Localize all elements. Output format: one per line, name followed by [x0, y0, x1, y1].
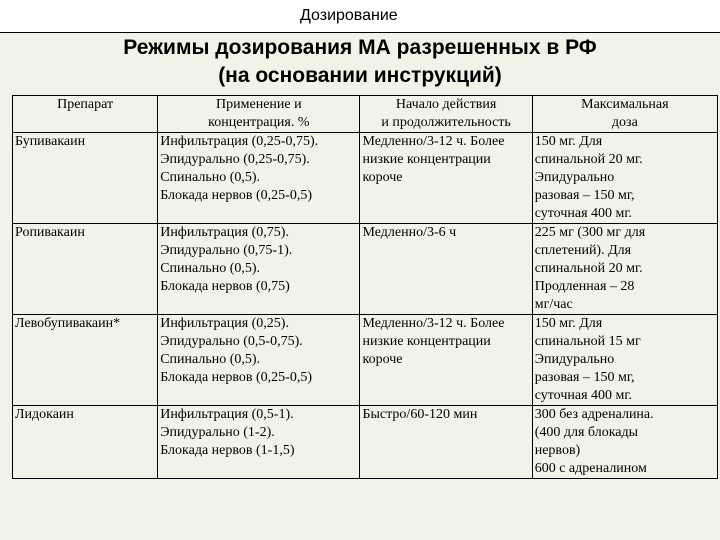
onset-cell	[360, 133, 532, 224]
application-cell	[158, 406, 360, 479]
table-row	[13, 315, 718, 406]
application-cell	[158, 224, 360, 315]
header-text: Начало действия	[395, 97, 497, 112]
cell-line: Медленно/3-12 ч. Более	[362, 134, 505, 149]
header-text: концентрация. %	[208, 115, 310, 130]
slide-title	[0, 34, 720, 90]
title-line-2: (на основании инструкций)	[218, 64, 502, 87]
application-cell	[158, 133, 360, 224]
cell-line: Эпидурально (1-2).	[160, 425, 275, 440]
cell-line: Спинально (0,5).	[160, 261, 261, 276]
application-cell	[158, 315, 360, 406]
cell-line: спинальной 20 мг.	[534, 261, 643, 276]
drug-name: Ропивакаин	[15, 225, 85, 240]
cell-line: короче	[362, 170, 403, 185]
cell-line: Спинально (0,5).	[160, 170, 261, 185]
title-line-1: Режимы дозирования МА разрешенных в РФ	[123, 36, 597, 59]
cell-line: 150 мг. Для	[534, 134, 603, 149]
cell-line: Инфильтрация (0,25).	[160, 316, 289, 331]
onset-cell	[360, 224, 532, 315]
drug-name: Лидокаин	[15, 407, 74, 422]
cell-line: 225 мг (300 мг для	[534, 225, 646, 240]
cell-line: разовая – 150 мг,	[534, 370, 635, 385]
header-text: Максимальная	[581, 97, 669, 112]
drug-name: Левобупивакаин*	[15, 316, 121, 331]
cell-line: Эпидурально	[534, 170, 615, 185]
table-row	[13, 406, 718, 479]
table-row	[13, 133, 718, 224]
cell-line: мг/час	[534, 297, 573, 312]
header-cell-onset	[360, 96, 532, 133]
cell-line: Блокада нервов (0,25-0,5)	[160, 370, 313, 385]
header-cell-dose	[532, 96, 717, 133]
header-text: доза	[611, 115, 638, 130]
header-cell-drug	[13, 96, 158, 133]
dose-cell	[532, 315, 717, 406]
drug-cell	[13, 406, 158, 479]
cell-line: Медленно/3-12 ч. Более	[362, 316, 505, 331]
drug-cell	[13, 224, 158, 315]
cell-line: 600 с адреналином	[534, 461, 647, 476]
header-cell-application	[158, 96, 360, 133]
header-text: и продолжительность	[381, 115, 511, 130]
cell-line: Блокада нервов (0,75)	[160, 279, 290, 294]
section-label: Дозирование	[300, 7, 398, 24]
cell-line: суточная 400 мг.	[534, 388, 633, 403]
cell-line: 300 без адреналина.	[534, 407, 654, 422]
header-text: Препарат	[57, 97, 114, 112]
cell-line: Блокада нервов (1-1,5)	[160, 443, 295, 458]
header-row	[13, 96, 718, 133]
cell-line: нервов)	[534, 443, 581, 458]
dose-cell	[532, 224, 717, 315]
cell-line: Спинально (0,5).	[160, 352, 261, 367]
cell-line: Блокада нервов (0,25-0,5)	[160, 188, 313, 203]
table-row	[13, 224, 718, 315]
cell-line: суточная 400 мг.	[534, 206, 633, 221]
header-text: Применение и	[216, 97, 302, 112]
dose-cell	[532, 406, 717, 479]
cell-line: Медленно/3-6 ч	[362, 225, 457, 240]
cell-line: низкие концентрации	[362, 334, 491, 349]
cell-line: Эпидурально	[534, 352, 615, 367]
cell-line: (400 для блокады	[534, 425, 639, 440]
cell-line: спинальной 20 мг.	[534, 152, 643, 167]
cell-line: 150 мг. Для	[534, 316, 603, 331]
cell-line: разовая – 150 мг,	[534, 188, 635, 203]
cell-line: Эпидурально (0,75-1).	[160, 243, 293, 258]
onset-cell	[360, 406, 532, 479]
onset-cell	[360, 315, 532, 406]
dosing-table	[12, 95, 718, 479]
cell-line: Инфильтрация (0,75).	[160, 225, 289, 240]
cell-line: Эпидурально (0,5-0,75).	[160, 334, 303, 349]
cell-line: сплетений). Для	[534, 243, 632, 258]
drug-cell	[13, 133, 158, 224]
dose-cell	[532, 133, 717, 224]
cell-line: Эпидурально (0,25-0,75).	[160, 152, 310, 167]
cell-line: спинальной 15 мг	[534, 334, 641, 349]
cell-line: Продленная – 28	[534, 279, 635, 294]
cell-line: короче	[362, 352, 403, 367]
cell-line: Инфильтрация (0,25-0,75).	[160, 134, 319, 149]
cell-line: Инфильтрация (0,5-1).	[160, 407, 294, 422]
cell-line: низкие концентрации	[362, 152, 491, 167]
drug-cell	[13, 315, 158, 406]
drug-name: Бупивакаин	[15, 134, 86, 149]
cell-line: Быстро/60-120 мин	[362, 407, 478, 422]
top-bar	[0, 0, 720, 33]
